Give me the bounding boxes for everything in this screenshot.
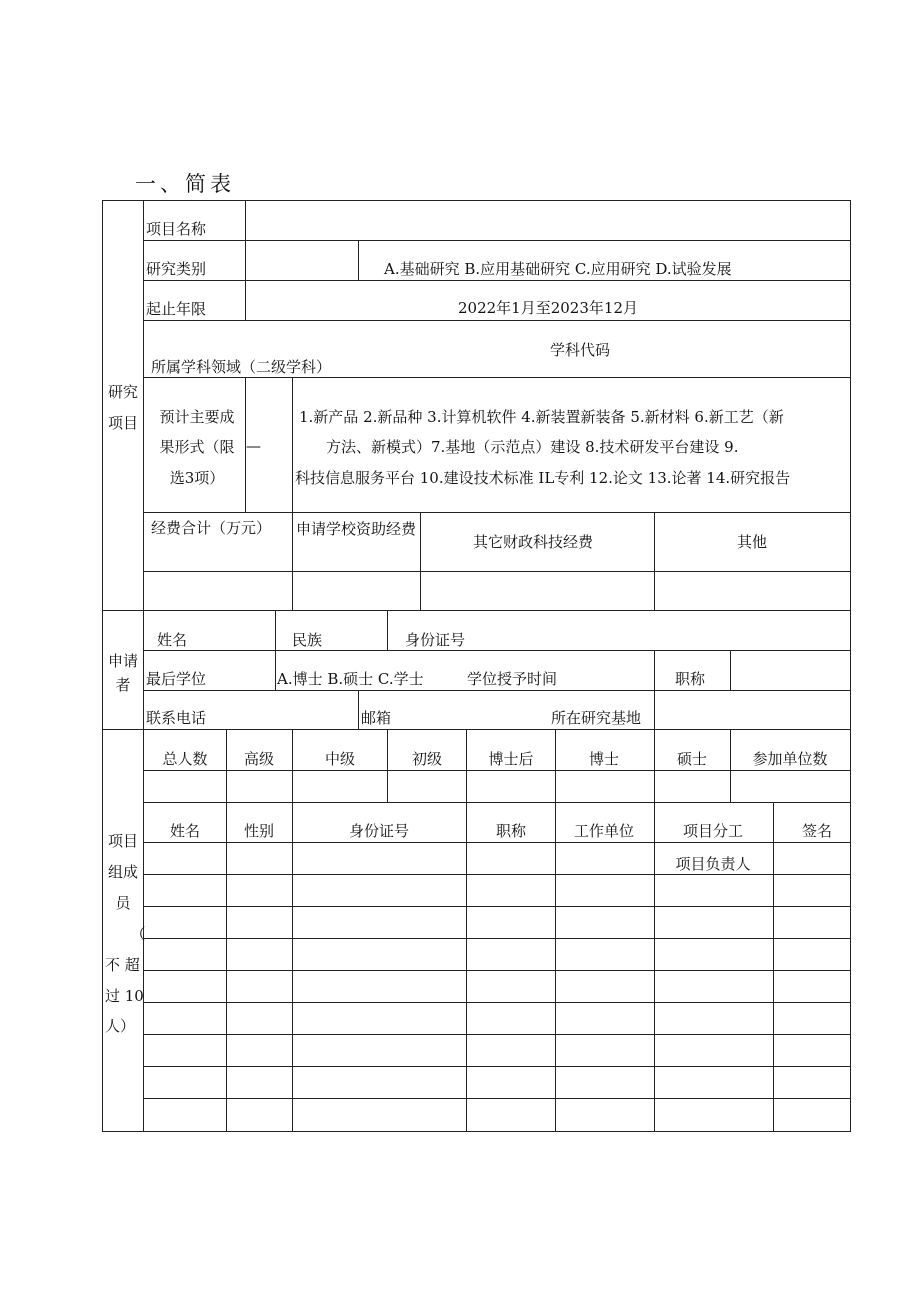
row-divider <box>143 1034 851 1035</box>
row-divider <box>143 377 851 378</box>
row-divider <box>143 512 851 513</box>
section-divider <box>102 729 851 730</box>
row-divider <box>143 842 851 843</box>
outcome-label-line-1: 预计主要成 <box>159 408 235 426</box>
row-divider <box>143 690 851 691</box>
cell-divider <box>654 650 655 729</box>
side-label-line: （ <box>130 925 146 943</box>
degree-options: A.博士 B.硕士 C.学士 <box>277 670 424 688</box>
degree-label: 最后学位 <box>146 670 207 688</box>
stats-header-senior: 高级 <box>243 750 275 768</box>
member-header-workplace: 工作单位 <box>573 822 635 840</box>
row-divider <box>143 240 851 241</box>
side-label-line: 项目 <box>107 414 139 432</box>
research-type-label: 研究类别 <box>146 260 207 278</box>
funding-total-label: 经费合计（万元） <box>151 519 272 537</box>
section-heading: 一、简表 <box>135 172 235 196</box>
cell-divider <box>292 377 293 610</box>
row-divider <box>143 970 851 971</box>
row-divider <box>143 906 851 907</box>
row-divider <box>143 874 851 875</box>
stats-header-postdoc: 博士后 <box>488 750 534 768</box>
side-label-line: 项目 <box>107 832 139 850</box>
stats-header-master: 硕士 <box>676 750 708 768</box>
project-name-label: 项目名称 <box>146 220 207 238</box>
cell-divider <box>773 802 774 1132</box>
period-label: 起止年限 <box>146 300 207 318</box>
email-label: 邮箱 <box>361 709 392 727</box>
row-divider <box>143 280 851 281</box>
discipline-code-label: 学科代码 <box>549 341 611 359</box>
cell-divider <box>730 729 731 802</box>
cell-divider <box>226 802 227 1132</box>
degree-date-label: 学位授予时间 <box>467 670 558 688</box>
cell-divider <box>466 802 467 1132</box>
leader-role-text: 项目负责人 <box>675 855 751 873</box>
row-divider <box>143 1098 851 1099</box>
table-border-left <box>102 200 103 1132</box>
outcome-options-line-1: 1.新产品 2.新品种 3.计算机软件 4.新装置新装备 5.新材料 6.新工艺（新 <box>299 408 784 426</box>
table-border-bottom <box>102 1131 851 1132</box>
member-header-title: 职称 <box>495 822 527 840</box>
cell-divider <box>275 610 276 650</box>
other-fiscal-funding-label: 其它财政科技经费 <box>472 533 594 551</box>
cell-divider <box>730 650 731 690</box>
cell-divider <box>292 802 293 1132</box>
side-label-line: 不 超 <box>105 956 140 974</box>
cell-divider <box>387 610 388 650</box>
phone-label: 联系电话 <box>146 709 207 727</box>
section-divider <box>102 610 851 611</box>
outcome-options-line-2: 方法、新模式）7.基地（示范点）建设 8.技术研发平台建设 9. <box>326 438 739 456</box>
row-divider <box>143 802 851 803</box>
cell-divider <box>654 802 655 1132</box>
row-divider <box>143 1002 851 1003</box>
member-header-name: 姓名 <box>169 822 201 840</box>
row-divider <box>143 770 851 771</box>
stats-header-junior: 初级 <box>411 750 443 768</box>
research-base-label: 所在研究基地 <box>551 709 642 727</box>
side-label-line: 研究 <box>107 383 139 401</box>
cell-divider <box>654 729 655 802</box>
applicant-title-label: 职称 <box>675 670 706 688</box>
stats-header-phd: 博士 <box>588 750 620 768</box>
stats-header-intermediate: 中级 <box>324 750 356 768</box>
research-type-options: A.基础研究 B.应用基础研究 C.应用研究 D.试验发展 <box>384 260 732 278</box>
member-header-signature: 签名 <box>801 822 833 840</box>
side-label-line: 人） <box>105 1017 136 1035</box>
row-divider <box>143 320 851 321</box>
cell-divider <box>555 802 556 1132</box>
member-header-gender: 性别 <box>243 822 275 840</box>
cell-divider <box>226 729 227 802</box>
outcome-label-line-2: 果形式（限 <box>159 438 235 456</box>
cell-divider <box>292 729 293 802</box>
side-label-line: 组成 <box>107 863 139 881</box>
cell-divider <box>654 512 655 610</box>
applicant-id-label: 身份证号 <box>405 631 466 649</box>
member-header-role: 项目分工 <box>682 822 744 840</box>
side-label-line: 员 <box>115 894 131 912</box>
period-value: 2022年1月至2023年12月 <box>458 299 638 317</box>
member-header-id: 身份证号 <box>348 822 410 840</box>
outcome-dash: — <box>246 437 261 455</box>
cell-divider <box>466 729 467 802</box>
stats-header-units: 参加单位数 <box>752 750 828 768</box>
cell-divider <box>420 512 421 610</box>
school-funding-label: 申请学校资助经费 <box>296 520 417 538</box>
cell-divider <box>358 690 359 729</box>
cell-divider <box>387 729 388 802</box>
ethnicity-label: 民族 <box>292 631 323 649</box>
table-border-right <box>850 200 851 1132</box>
cell-divider <box>275 650 276 690</box>
side-label-line: 者 <box>115 676 131 694</box>
cell-divider <box>358 240 359 280</box>
outcome-options-line-3: 科技信息服务平台 10.建设技术标准 IL专利 12.论文 13.论著 14.研究报告 <box>295 469 791 487</box>
cell-divider <box>245 200 246 320</box>
table-border-top <box>102 200 851 201</box>
cell-divider <box>555 729 556 802</box>
stats-header-total: 总人数 <box>162 750 208 768</box>
outcome-label-line-3: 选3项） <box>169 469 225 487</box>
side-label-line: 申请 <box>107 652 139 670</box>
row-divider <box>143 1066 851 1067</box>
row-divider <box>143 571 851 572</box>
discipline-field-label: 所属学科领域（二级学科） <box>151 358 332 376</box>
other-funding-label: 其他 <box>736 533 768 551</box>
row-divider <box>143 650 851 651</box>
applicant-name-label: 姓名 <box>157 631 188 649</box>
row-divider <box>143 938 851 939</box>
side-label-line: 过 10 <box>105 987 144 1005</box>
